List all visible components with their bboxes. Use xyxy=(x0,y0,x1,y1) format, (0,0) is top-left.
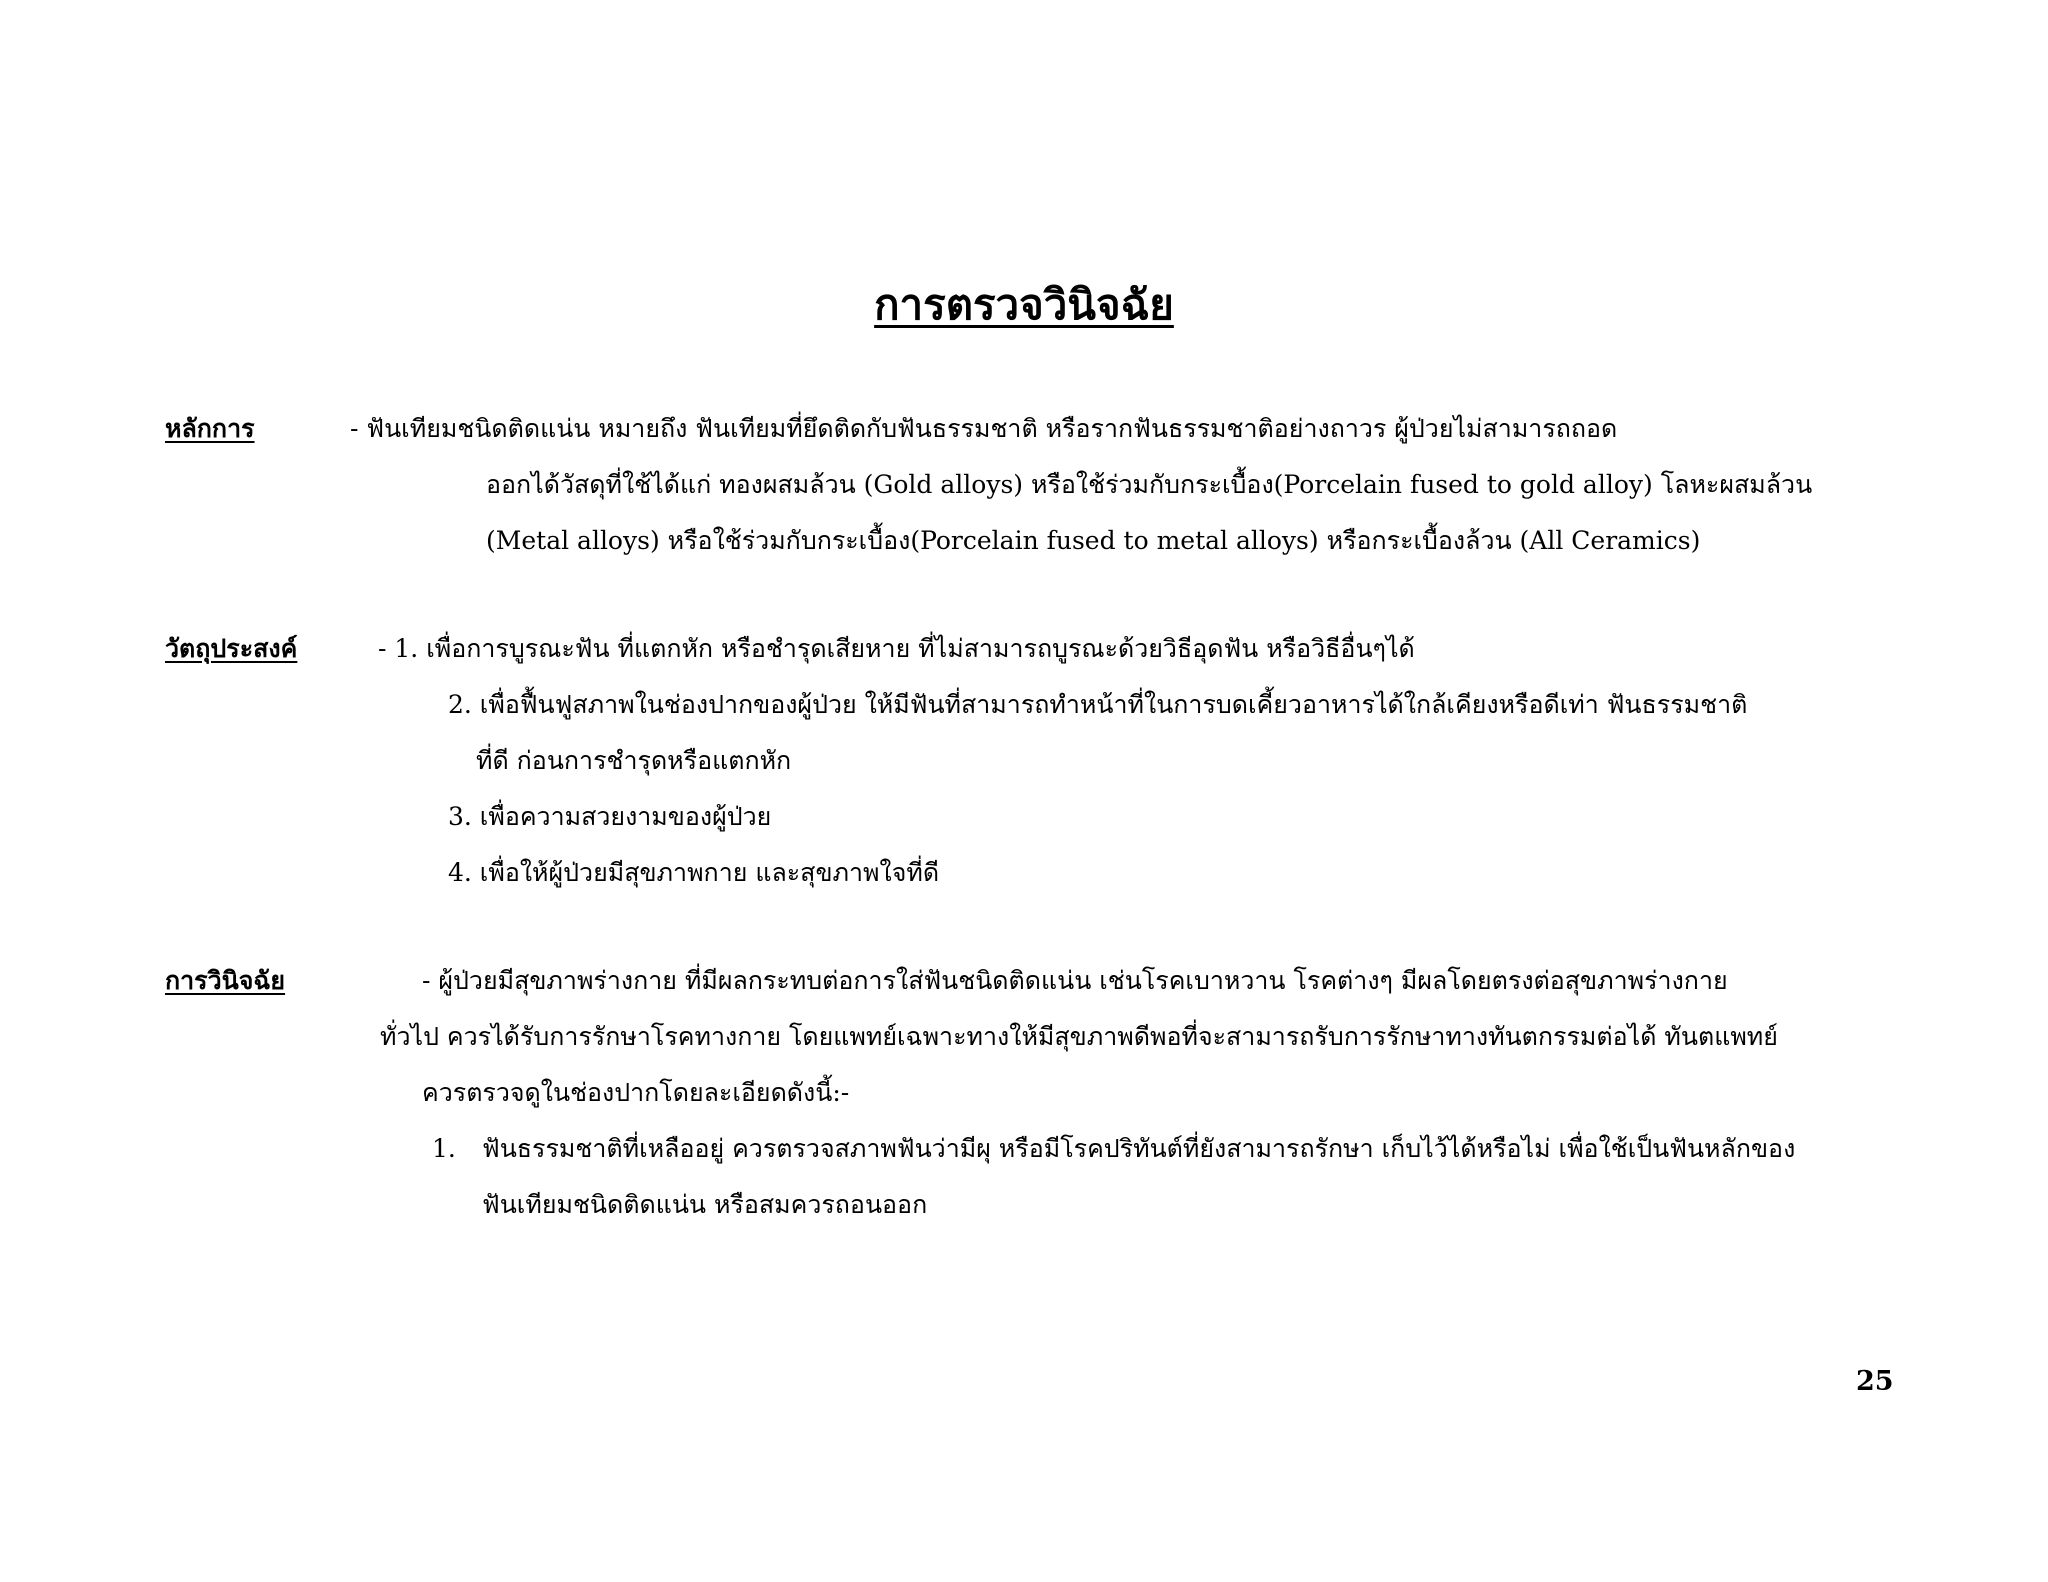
principle-label: หลักการ xyxy=(165,414,255,443)
principle-line-2: ออกได้วัสดุที่ใช้ได้แก่ ทองผสมล้วน (Gold alloys) หรือใช้ร่วมกับกระเบื้อง(Porcelain fused to gold alloy) โลหะผสมล้วน xyxy=(486,470,1813,499)
objective-line-3: ที่ดี ก่อนการชำรุดหรือแตกหัก xyxy=(476,746,792,775)
diagnosis-line-2: ทั่วไป ควรได้รับการรักษาโรคทางกาย โดยแพทย์เฉพาะทางให้มีสุขภาพดีพอที่จะสามารถรับการรักษาทางทันตกรรมต่อได้ ทันตแพทย์ xyxy=(380,1022,1778,1051)
objective-line-2: 2. เพื่อฟื้นฟูสภาพในช่องปากของผู้ป่วย ให้มีฟันที่สามารถทำหน้าที่ในการบดเคี้ยวอาหารได้ใกล้เคียงหรือดีเท่า ฟันธรรมชาติ xyxy=(448,690,1748,719)
diagnosis-item-1-line-2: ฟันเทียมชนิดติดแน่น หรือสมควรถอนออก xyxy=(482,1190,928,1219)
objective-line-5: 4. เพื่อให้ผู้ป่วยมีสุขภาพกาย และสุขภาพใจที่ดี xyxy=(448,858,940,887)
objective-line-4: 3. เพื่อความสวยงามของผู้ป่วย xyxy=(448,802,772,831)
diagnosis-label: การวินิจฉัย xyxy=(165,966,286,995)
principle-line-1: - ฟันเทียมชนิดติดแน่น หมายถึง ฟันเทียมที่ยึดติดกับฟันธรรมชาติ หรือรากฟันธรรมชาติอย่างถาวร ผู้ป่วยไม่สามารถถอด xyxy=(350,414,1618,443)
diagnosis-line-3: ควรตรวจดูในช่องปากโดยละเอียดดังนี้:- xyxy=(422,1078,850,1107)
principle-line-3: (Metal alloys) หรือใช้ร่วมกับกระเบื้อง(Porcelain fused to metal alloys) หรือกระเบื้องล้วน (All Ceramics) xyxy=(486,526,1701,555)
diagnosis-item-1-line-1: ฟันธรรมชาติที่เหลืออยู่ ควรตรวจสภาพฟันว่ามีผุ หรือมีโรคปริทันต์ที่ยังสามารถรักษา เก็บไว้ได้หรือไม่ เพื่อใช้เป็นฟันหลักของ xyxy=(482,1134,1796,1163)
page-title: การตรวจวินิจฉัย xyxy=(874,280,1174,329)
objectives-label: วัตถุประสงค์ xyxy=(165,634,298,663)
page-number: 25 xyxy=(1856,1366,1894,1397)
diagnosis-item-1-number: 1. xyxy=(432,1134,456,1163)
objective-line-1: - 1. เพื่อการบูรณะฟัน ที่แตกหัก หรือชำรุดเสียหาย ที่ไม่สามารถบูรณะด้วยวิธีอุดฟัน หรือวิธีอื่นๆได้ xyxy=(378,634,1415,663)
diagnosis-line-1: - ผู้ป่วยมีสุขภาพร่างกาย ที่มีผลกระทบต่อการใส่ฟันชนิดติดแน่น เช่นโรคเบาหวาน โรคต่างๆ มีผลโดยตรงต่อสุขภาพร่างกาย xyxy=(422,966,1728,995)
